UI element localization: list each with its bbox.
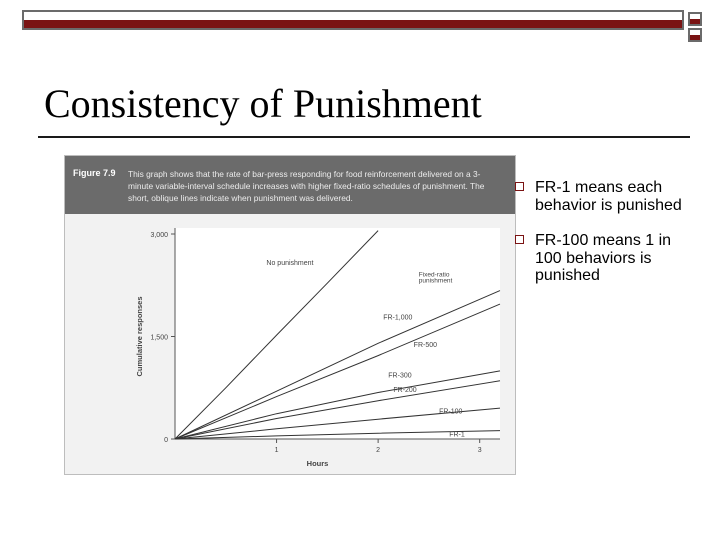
bullet-text: FR-100 means 1 in 100 behaviors is punished — [535, 232, 672, 284]
x-tick-label: 1 — [274, 447, 279, 454]
corner-decor-box — [688, 12, 702, 26]
bullet-text: FR-1 means each behavior is punished — [535, 179, 682, 214]
top-decor-fill — [24, 20, 682, 28]
slide-title: Consistency of Punishment — [44, 81, 482, 126]
x-tick-label: 2 — [376, 447, 381, 454]
annotation-label: Fixed-ratio — [418, 271, 450, 279]
series-label: FR-300 — [388, 372, 412, 380]
series-label: FR-1,000 — [383, 314, 413, 322]
figure-panel — [64, 155, 516, 475]
x-axis-label: Hours — [306, 459, 329, 468]
top-decor-bar — [22, 10, 684, 30]
cumulative-response-chart — [65, 214, 516, 475]
figure-caption-text: This graph shows that the rate of bar-press responding for food reinforcement delivered on a 3-minute variable-interval schedule increases with higher fixed-ratio schedules of punishment. The short, oblique lines indicate when punishment was delivered. — [128, 169, 485, 203]
y-axis-label: Cumulative responses — [135, 296, 144, 377]
corner-decor-box — [688, 28, 702, 42]
series-label: FR-200 — [393, 386, 417, 394]
title-divider — [38, 136, 690, 138]
y-tick-label: 1,500 — [150, 334, 168, 342]
x-tick-label: 3 — [477, 447, 482, 454]
series-label: FR-500 — [413, 341, 438, 349]
series-label: FR-100 — [439, 408, 463, 416]
figure-label: Figure 7.9 — [73, 168, 116, 178]
series-label: FR-1 — [449, 431, 465, 439]
annotation-label: punishment — [418, 277, 453, 285]
figure-caption — [65, 156, 515, 214]
y-tick-label: 3,000 — [150, 232, 168, 239]
bullet-list — [535, 179, 695, 303]
bullet-box-icon — [515, 235, 524, 244]
y-tick-label: 0 — [164, 437, 168, 444]
bullet-box-icon — [515, 182, 524, 191]
bullet-item — [535, 179, 695, 214]
bullet-item — [535, 232, 695, 285]
series-label: No punishment — [266, 259, 314, 267]
